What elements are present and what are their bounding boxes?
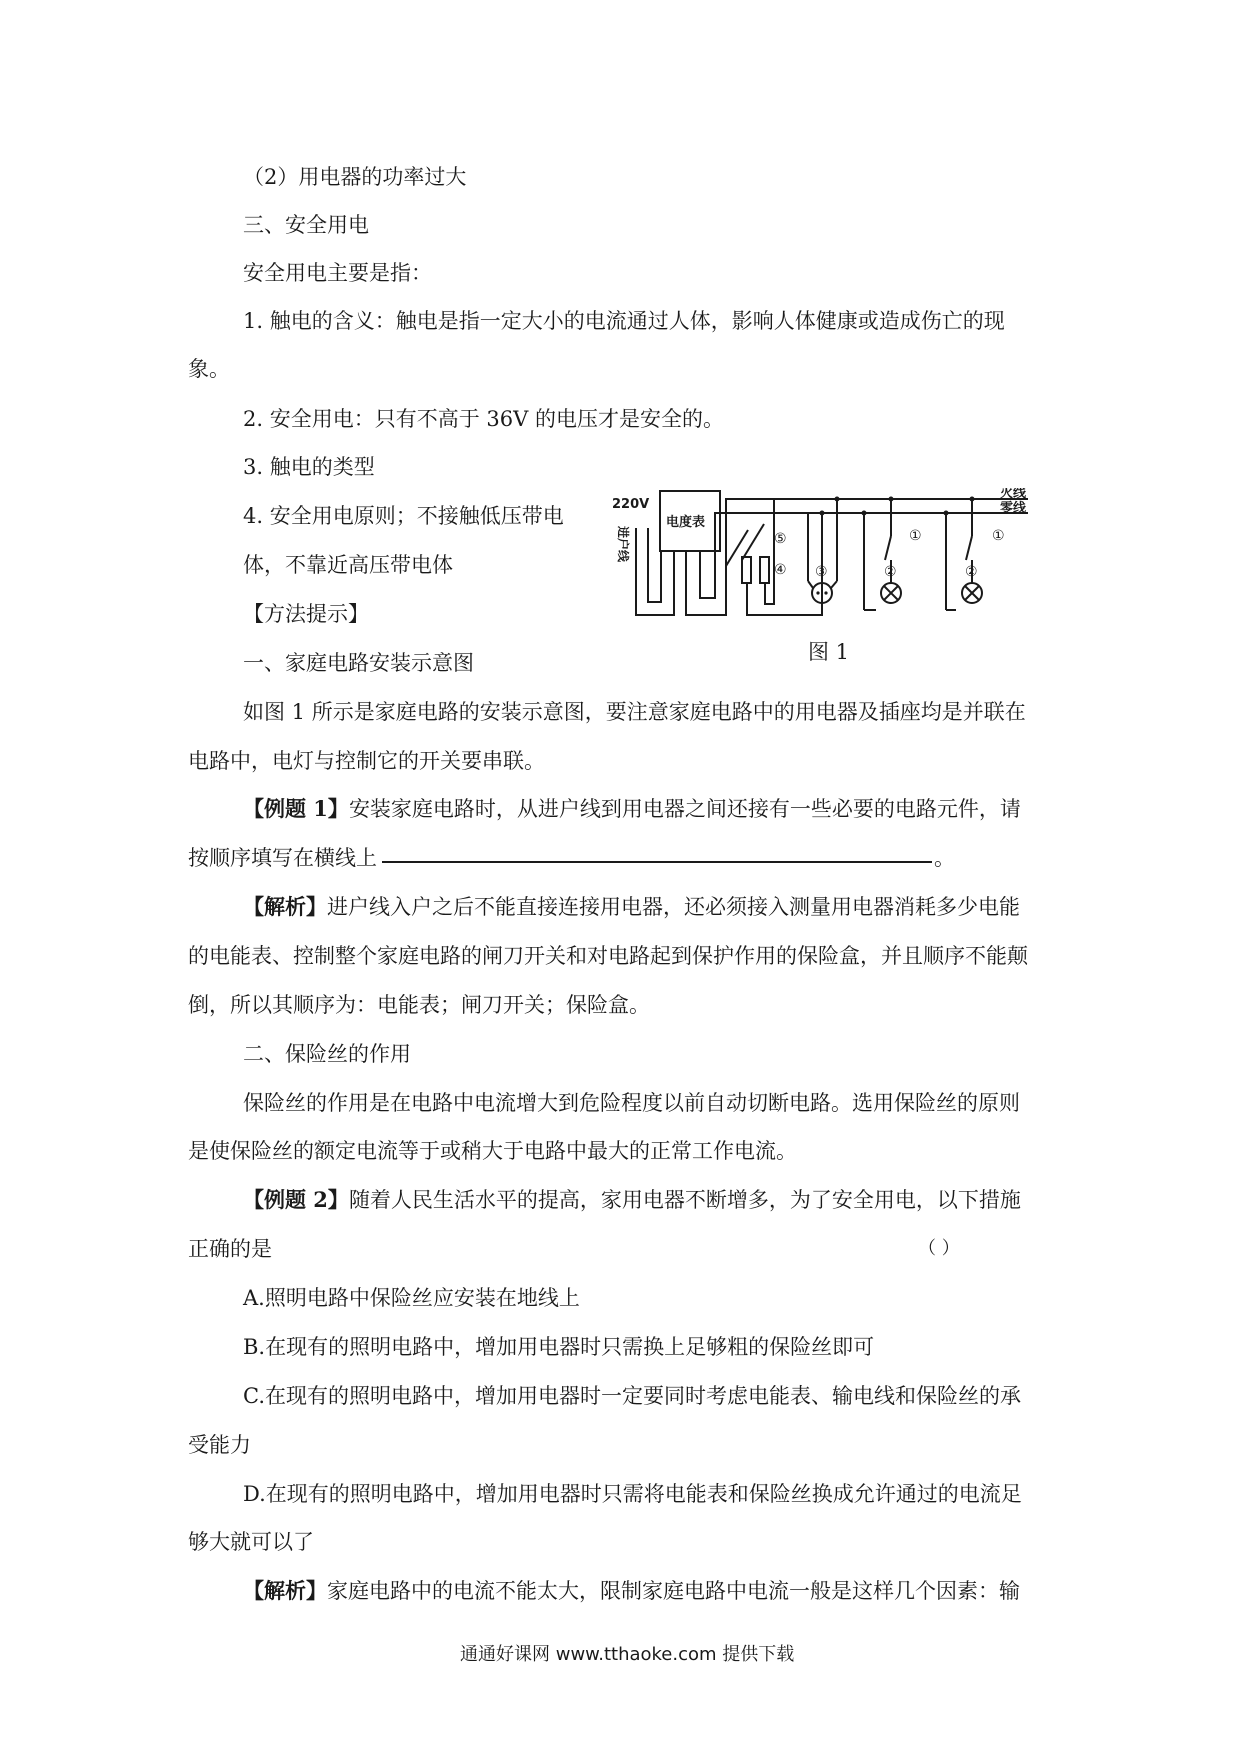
section-heading-fuse: 二、保险丝的作用 — [243, 1042, 411, 1066]
analysis-2-line — [243, 1576, 1020, 1606]
method-tip-heading: 【方法提示】 — [243, 602, 369, 626]
example-1-line — [243, 794, 1021, 824]
answer-blank — [382, 861, 932, 863]
line-23: 正确的是 — [188, 1237, 272, 1261]
analysis-2-label: 【解析】 — [243, 1578, 327, 1603]
example-1-label: 【例题 1】 — [243, 796, 349, 821]
option-c: C.在现有的照明电路中，增加用电器时一定要同时考虑电能表、输电线和保险丝的承 — [243, 1384, 1021, 1408]
line-17: 的电能表、控制整个家庭电路的闸刀开关和对电路起到保护作用的保险盒，并且顺序不能颠 — [188, 944, 1028, 968]
line-20: 保险丝的作用是在电路中电流增大到危险程度以前自动切断电路。选用保险丝的原则 — [243, 1091, 1020, 1115]
section-heading-circuit-diagram: 一、家庭电路安装示意图 — [243, 651, 474, 675]
answer-brackets: （ ） — [918, 1238, 960, 1259]
line-21: 是使保险丝的额定电流等于或稍大于电路中最大的正常工作电流。 — [188, 1139, 797, 1163]
option-d-cont: 够大就可以了 — [188, 1530, 314, 1554]
option-d: D.在现有的照明电路中，增加用电器时只需将电能表和保险丝换成允许通过的电流足 — [243, 1482, 1022, 1506]
household-circuit-figure — [608, 488, 1038, 633]
option-b: B.在现有的照明电路中，增加用电器时只需换上足够粗的保险丝即可 — [243, 1335, 875, 1359]
line-12: 如图 1 所示是家庭电路的安装示意图，要注意家庭电路中的用电器及插座均是并联在 — [243, 700, 1026, 724]
analysis-1-text: 进户线入户之后不能直接连接用电器，还必须接入测量用电器消耗多少电能 — [327, 895, 1020, 919]
line-13: 电路中，电灯与控制它的开关要串联。 — [188, 749, 545, 773]
example-1-text: 安装家庭电路时，从进户线到用电器之间还接有一些必要的电路元件，请 — [348, 797, 1021, 821]
figure-caption: 图 1 — [808, 640, 850, 664]
line-15-end: 。 — [934, 846, 955, 870]
option-a: A.照明电路中保险丝应安装在地线上 — [243, 1286, 580, 1310]
marker-1b: ① — [992, 528, 1005, 544]
label-220v: 220V — [612, 497, 650, 512]
page-footer: 通通好课网 www.tthaoke.com 提供下载 — [460, 1644, 795, 1665]
line-15: 按顺序填写在横线上 — [188, 846, 377, 870]
line-18: 倒，所以其顺序为：电能表；闸刀开关；保险盒。 — [188, 993, 650, 1017]
marker-5: ⑤ — [774, 531, 787, 547]
line-9: 体，不靠近高压带电体 — [243, 553, 453, 577]
analysis-1-line — [243, 892, 1020, 922]
marker-3: ③ — [815, 564, 828, 580]
label-live-wire: 火线 — [1000, 488, 1027, 501]
marker-4: ④ — [774, 562, 787, 578]
option-c-cont: 受能力 — [188, 1433, 251, 1457]
example-2-text: 随着人民生活水平的提高，家用电器不断增多，为了安全用电，以下措施 — [348, 1188, 1021, 1212]
label-inlet: 进户线 — [616, 526, 630, 563]
marker-2: ② — [884, 564, 897, 580]
line-4: 1. 触电的含义：触电是指一定大小的电流通过人体，影响人体健康或造成伤亡的现 — [243, 309, 1005, 333]
line-3: 安全用电主要是指： — [243, 261, 432, 285]
example-2-label: 【例题 2】 — [243, 1187, 349, 1212]
circuit-diagram — [608, 488, 1038, 633]
marker-1: ① — [909, 528, 922, 544]
label-neutral-wire: 零线 — [1000, 501, 1027, 516]
analysis-1-label: 【解析】 — [243, 894, 327, 919]
marker-2b: ② — [965, 564, 978, 580]
line-6: 2. 安全用电：只有不高于 36V 的电压才是安全的。 — [243, 407, 724, 431]
section-heading-safe-electricity: 三、安全用电 — [243, 213, 369, 237]
line-7: 3. 触电的类型 — [243, 455, 375, 479]
line-8: 4. 安全用电原则；不接触低压带电 — [243, 504, 564, 528]
line-1: （2）用电器的功率过大 — [243, 165, 467, 189]
analysis-2-text: 家庭电路中的电流不能太大，限制家庭电路中电流一般是这样几个因素：输 — [327, 1579, 1020, 1603]
line-5: 象。 — [188, 357, 230, 381]
example-2-line — [243, 1185, 1021, 1215]
label-meter: 电度表 — [666, 515, 706, 530]
